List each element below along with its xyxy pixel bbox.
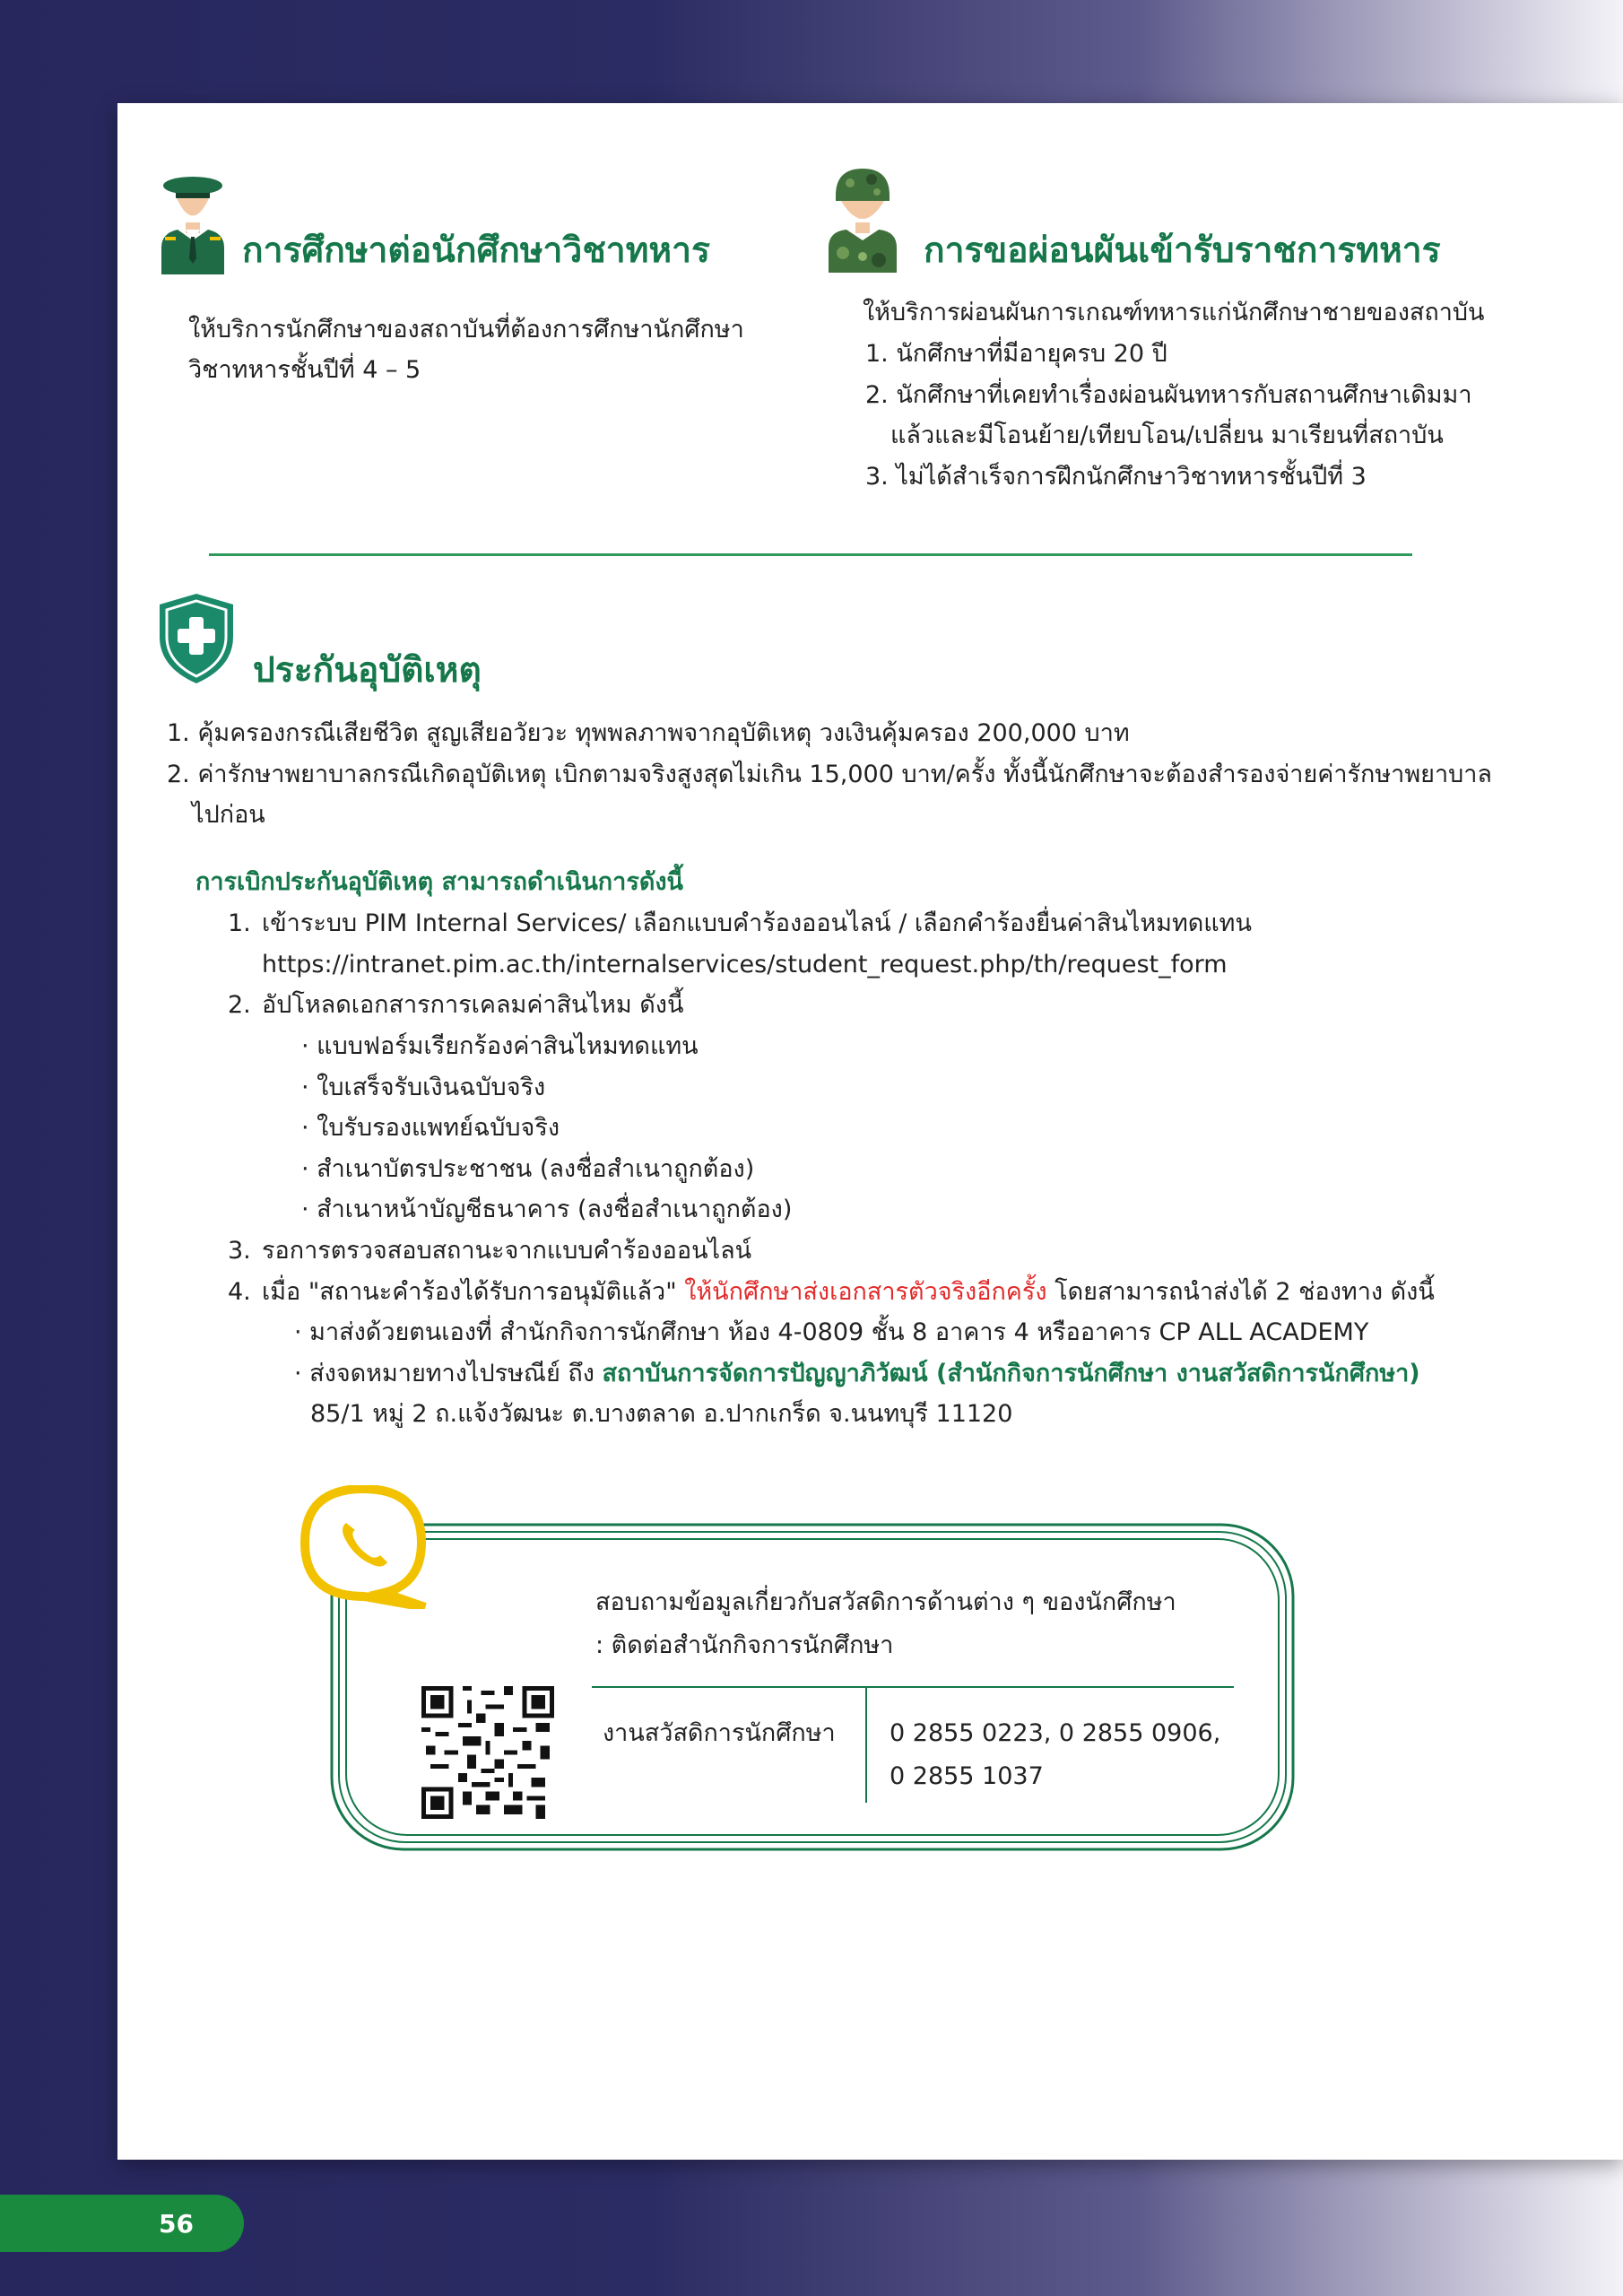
- phone-chat-icon: [299, 1485, 427, 1609]
- insurance-item-2: 2. ค่ารักษาพยาบาลกรณีเกิดอุบัติเหตุ เบิกตามจริงสูงสุดไม่เกิน 15,000 บาท/ครั้ง ทั้งนี้นักศึกษาจะต้องสำรองจ่ายค่ารักษาพยาบาล: [167, 761, 1492, 788]
- military-study-line-1: ให้บริการนักศึกษาของสถาบันที่ต้องการศึกษานักศึกษา: [188, 316, 744, 344]
- contact-separator: [592, 1686, 1234, 1688]
- section-divider: [209, 553, 1412, 556]
- step-4-text-b: โดยสามารถนำส่งได้ 2 ช่องทาง ดังนี้: [1046, 1278, 1435, 1306]
- contact-line-2: : ติดต่อสำนักกิจการนักศึกษา: [595, 1631, 894, 1659]
- contact-phone-1[interactable]: 0 2855 0223, 0 2855 0906,: [890, 1719, 1221, 1747]
- soldier-icon: [827, 167, 898, 273]
- military-officer-icon: [158, 170, 228, 274]
- military-study-line-2: วิชาทหารชั้นปีที่ 4 – 5: [188, 356, 421, 384]
- channel-2-text: · ส่งจดหมายทางไปรษณีย์ ถึง: [294, 1360, 603, 1387]
- channel-2: [294, 1353, 1420, 1395]
- deferment-item-3: 3. ไม่ได้สำเร็จการฝึกนักศึกษาวิชาทหารชั้นปีที่ 3: [865, 463, 1367, 491]
- channel-1: · มาส่งด้วยตนเองที่ สำนักกิจการนักศึกษา ห้อง 4-0809 ชั้น 8 อาคาร 4 หรืออาคาร CP ALL ACADEMY: [294, 1318, 1369, 1346]
- contact-line-1: สอบถามข้อมูลเกี่ยวกับสวัสดิการด้านต่าง ๆ ของนักศึกษา: [595, 1588, 1176, 1616]
- military-study-title: การศึกษาต่อนักศึกษาวิชาทหาร: [242, 230, 710, 271]
- claim-step-3: รอการตรวจสอบสถานะจากแบบคำร้องออนไลน์: [262, 1237, 752, 1265]
- claim-title: การเบิกประกันอุบัติเหตุ สามารถดำเนินการดังนี้: [195, 868, 683, 896]
- claim-doc-1: · แบบฟอร์มเรียกร้องค่าสินไหมทดแทน: [301, 1032, 699, 1060]
- claim-doc-2: · ใบเสร็จรับเงินฉบับจริง: [301, 1074, 546, 1101]
- shield-plus-icon: [156, 592, 237, 685]
- claim-doc-5: · สำเนาหน้าบัญชีธนาคาร (ลงชื่อสำเนาถูกต้อง): [301, 1196, 793, 1223]
- claim-step-1: เข้าระบบ PIM Internal Services/ เลือกแบบคำร้องออนไลน์ / เลือกคำร้องยื่นค่าสินไหมทดแทน: [262, 909, 1252, 937]
- step-4-text-a: เมื่อ "สถานะคำร้องได้รับการอนุมัติแล้ว": [262, 1278, 685, 1306]
- mail-address: 85/1 หมู่ 2 ถ.แจ้งวัฒนะ ต.บางตลาด อ.ปากเกร็ด จ.นนทบุรี 11120: [310, 1400, 1013, 1428]
- deferment-item-1: 1. นักศึกษาที่มีอายุครบ 20 ปี: [865, 340, 1167, 368]
- claim-doc-3: · ใบรับรองแพทย์ฉบับจริง: [301, 1114, 560, 1142]
- claim-step-1-num: 1.: [228, 909, 251, 937]
- deferment-title: การขอผ่อนผันเข้ารับราชการทหาร: [924, 230, 1441, 271]
- claim-step-4-num: 4.: [228, 1278, 251, 1306]
- contact-dept: งานสวัสดิการนักศึกษา: [603, 1719, 836, 1747]
- claim-step-2-num: 2.: [228, 991, 251, 1019]
- insurance-title: ประกันอุบัติเหตุ: [253, 650, 482, 691]
- qr-code[interactable]: [419, 1686, 557, 1819]
- claim-doc-4: · สำเนาบัตรประชาชน (ลงชื่อสำเนาถูกต้อง): [301, 1155, 755, 1183]
- contact-column-divider: [865, 1686, 867, 1803]
- deferment-item-2-cont: แล้วและมีโอนย้าย/เทียบโอน/เปลี่ยน มาเรียนที่สถาบัน: [890, 422, 1444, 449]
- deferment-item-2: 2. นักศึกษาที่เคยทำเรื่องผ่อนผันทหารกับสถานศึกษาเดิมมา: [865, 381, 1472, 409]
- contact-phone-2[interactable]: 0 2855 1037: [890, 1762, 1044, 1790]
- deferment-intro: ให้บริการผ่อนผันการเกณฑ์ทหารแก่นักศึกษาชายของสถาบัน: [863, 299, 1485, 326]
- claim-step-4: [262, 1272, 1435, 1313]
- claim-step-2: อัปโหลดเอกสารการเคลมค่าสินไหม ดังนี้: [262, 991, 684, 1019]
- page-number: 56: [0, 2195, 244, 2252]
- claim-step-1-url[interactable]: https://intranet.pim.ac.th/internalservices/student_request.php/th/request_form: [262, 951, 1228, 978]
- claim-step-3-num: 3.: [228, 1237, 251, 1265]
- insurance-item-1: 1. คุ้มครองกรณีเสียชีวิต สูญเสียอวัยวะ ทุพพลภาพจากอุบัติเหตุ วงเงินคุ้มครอง 200,000 บาท: [167, 719, 1130, 747]
- channel-2-recipient: สถาบันการจัดการปัญญาภิวัฒน์ (สำนักกิจการนักศึกษา งานสวัสดิการนักศึกษา): [602, 1360, 1420, 1387]
- insurance-item-2-cont: ไปก่อน: [192, 801, 265, 829]
- step-4-emphasis: ให้นักศึกษาส่งเอกสารตัวจริงอีกครั้ง: [684, 1278, 1047, 1306]
